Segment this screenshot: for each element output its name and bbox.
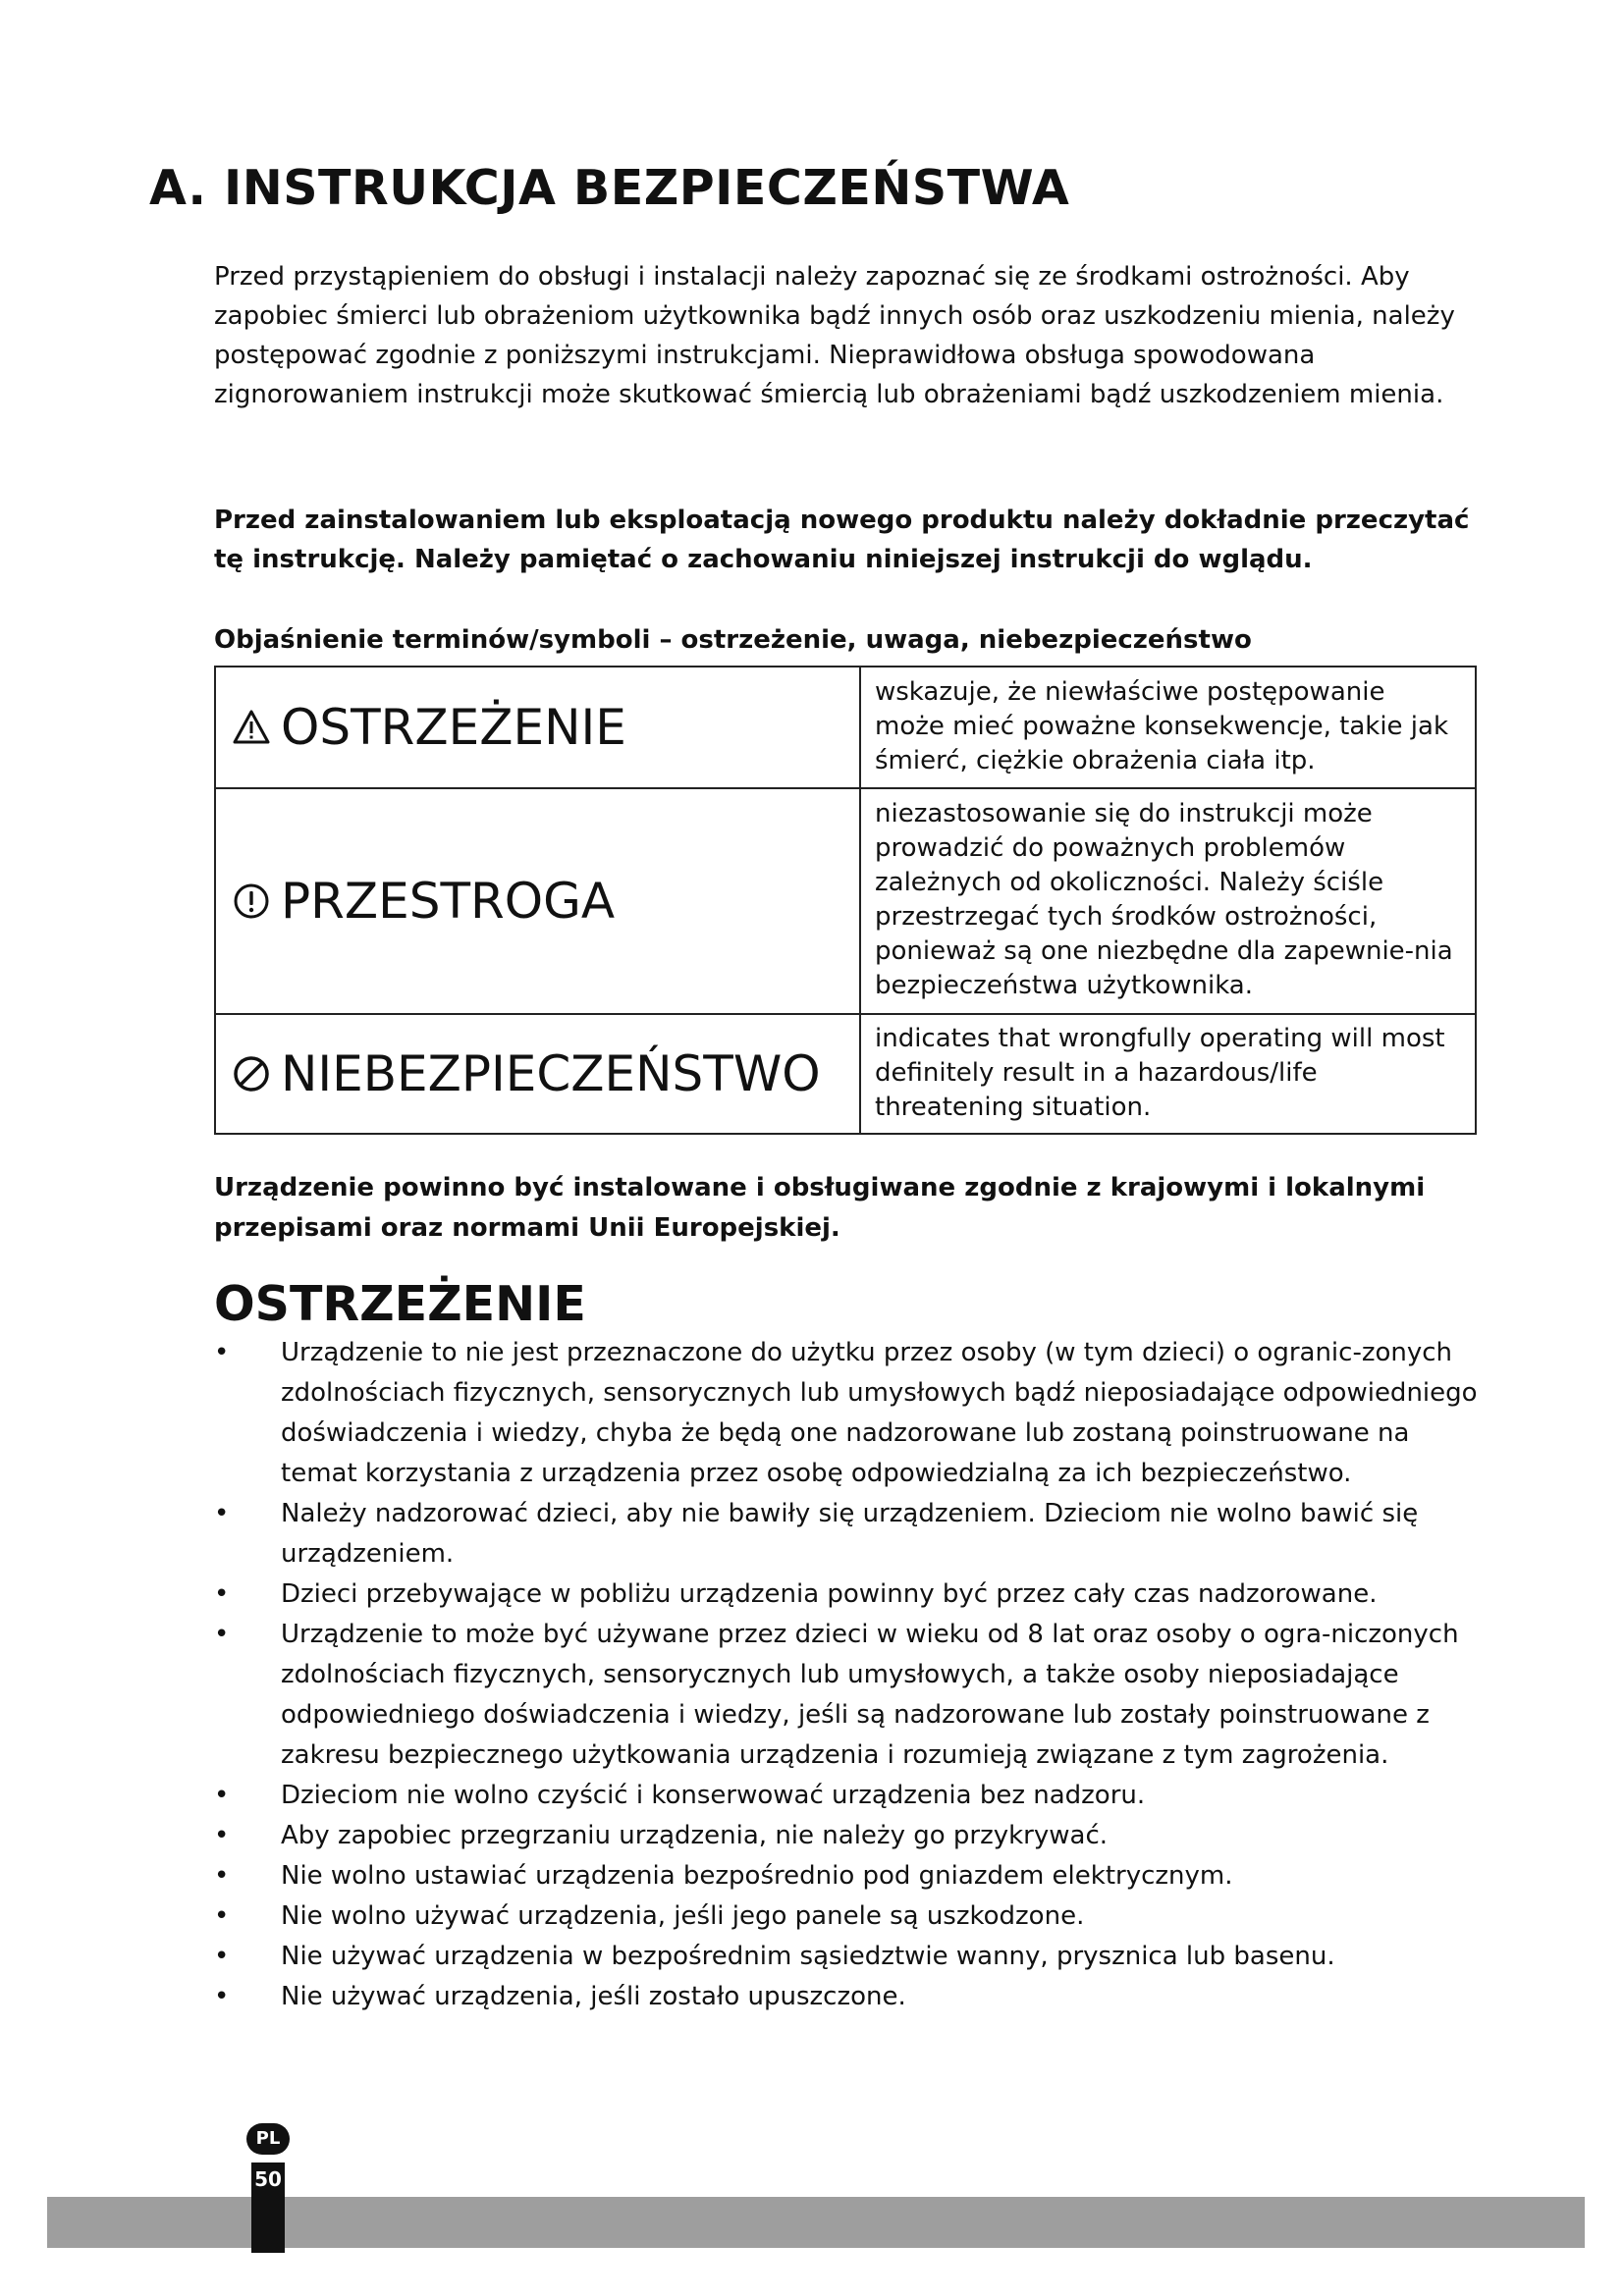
warning-list bbox=[214, 1333, 1490, 2017]
bullet-icon: • bbox=[214, 1942, 230, 1971]
terms-table bbox=[214, 666, 1477, 1135]
list-item bbox=[214, 1333, 1490, 1494]
bullet-icon: • bbox=[214, 1821, 230, 1850]
list-item-text: Nie używać urządzenia, jeśli zostało upuszczone. bbox=[281, 1982, 906, 2011]
term-description: wskazuje, że niewłaściwe postępowanie może mieć poważne konsekwencje, takie jak śmierć, ciężkie obrażenia ciała itp. bbox=[860, 667, 1476, 788]
list-item bbox=[214, 1937, 1490, 1977]
list-item bbox=[214, 1494, 1490, 1575]
read-manual-note: Przed zainstalowaniem lub eksploatacją nowego produktu należy dokładnie przeczytać tę instrukcję. Należy pamiętać o zachowaniu niniejszej instrukcji do wglądu. bbox=[214, 506, 1470, 574]
page-number: 50 bbox=[254, 2167, 282, 2191]
prohibition-icon bbox=[232, 1054, 271, 1094]
list-item-text: Urządzenie to nie jest przeznaczone do użytku przez osoby (w tym dzieci) o ogranic-zonych zdolnościach fizycznych, sensorycznych lub umysłowych bądź nieposiadające odpowiedniego doświadczenia i wiedzy, chyba że będą one nadzorowane lub zostaną poinstruowane na temat korzystania z urządzenia przez osobę odpowiedzialną za ich bezpieczeństwo. bbox=[281, 1338, 1478, 1488]
list-item bbox=[214, 1575, 1490, 1615]
term-label: OSTRZEŻENIE bbox=[281, 699, 626, 756]
term-cell bbox=[215, 788, 860, 1014]
term-label: NIEBEZPIECZEŃSTWO bbox=[281, 1045, 821, 1102]
list-item-text: Aby zapobiec przegrzaniu urządzenia, nie należy go przykrywać. bbox=[281, 1821, 1109, 1850]
warning-heading: OSTRZEŻENIE bbox=[214, 1276, 586, 1332]
intro-paragraph: Przed przystąpieniem do obsługi i instalacji należy zapoznać się ze środkami ostrożności. Aby zapobiec śmierci lub obrażeniom użytkownika bądź innych osób oraz uszkodzeniu mienia, należy postępować zgodnie z poniższymi instrukcjami. Nieprawidłowa obsługa spowodowana zignorowaniem instrukcji może skutkować śmiercią lub obrażeniami bądź uszkodzeniem mienia. bbox=[214, 262, 1455, 409]
terms-row-caution bbox=[215, 788, 1476, 1014]
term-description: indicates that wrongfully operating will most definitely result in a hazardous/life threatening situation. bbox=[860, 1014, 1476, 1134]
list-item-text: Nie wolno używać urządzenia, jeśli jego panele są uszkodzone. bbox=[281, 1901, 1085, 1931]
bullet-icon: • bbox=[214, 1620, 230, 1649]
language-badge: PL bbox=[246, 2123, 290, 2155]
list-item-text: Nie wolno ustawiać urządzenia bezpośrednio pod gniazdem elektrycznym. bbox=[281, 1861, 1233, 1891]
list-item bbox=[214, 1896, 1490, 1937]
page-title: A. INSTRUKCJA BEZPIECZEŃSTWA bbox=[149, 160, 1070, 216]
exclamation-circle-icon bbox=[232, 881, 271, 921]
bullet-icon: • bbox=[214, 1901, 230, 1931]
terms-table-caption: Objaśnienie terminów/symboli – ostrzeżenie, uwaga, niebezpieczeństwo bbox=[214, 625, 1252, 655]
term-cell bbox=[215, 667, 860, 788]
term-label: PRZESTROGA bbox=[281, 873, 616, 930]
term-description: niezastosowanie się do instrukcji może prowadzić do poważnych problemów zależnych od okoliczności. Należy ściśle przestrzegać tych środków ostrożności, ponieważ są one niezbędne dla zapewnie-nia bezpieczeństwa użytkownika. bbox=[860, 788, 1476, 1014]
eu-compliance-note: Urządzenie powinno być instalowane i obsługiwane zgodnie z krajowymi i lokalnymi przepisami oraz normami Unii Europejskiej. bbox=[214, 1173, 1426, 1243]
bullet-icon: • bbox=[214, 1579, 230, 1609]
bullet-icon: • bbox=[214, 1781, 230, 1810]
bullet-icon: • bbox=[214, 1861, 230, 1891]
list-item-text: Urządzenie to może być używane przez dzieci w wieku od 8 lat oraz osoby o ogra-niczonych zdolnościach fizycznych, sensorycznych lub umysłowych, a także osoby nieposiadające odpowiedniego doświadczenia i wiedzy, jeśli są nadzorowane lub zostały poinstruowane z zakresu bezpiecznego użytkowania urządzenia i rozumieją związane z tym zagrożenia. bbox=[281, 1620, 1459, 1770]
list-item-text: Dzieciom nie wolno czyścić i konserwować urządzenia bez nadzoru. bbox=[281, 1781, 1146, 1810]
list-item bbox=[214, 1816, 1490, 1856]
list-item bbox=[214, 1776, 1490, 1816]
bullet-icon: • bbox=[214, 1499, 230, 1528]
list-item-text: Dzieci przebywające w pobliżu urządzenia powinny być przez cały czas nadzorowane. bbox=[281, 1579, 1378, 1609]
list-item bbox=[214, 1856, 1490, 1896]
list-item-text: Należy nadzorować dzieci, aby nie bawiły się urządzeniem. Dzieciom nie wolno bawić się urządzeniem. bbox=[281, 1499, 1419, 1569]
list-item-text: Nie używać urządzenia w bezpośrednim sąsiedztwie wanny, prysznica lub basenu. bbox=[281, 1942, 1335, 1971]
list-item bbox=[214, 1615, 1490, 1776]
bullet-icon: • bbox=[214, 1982, 230, 2011]
terms-row-warning bbox=[215, 667, 1476, 788]
term-cell bbox=[215, 1014, 860, 1134]
bullet-icon: • bbox=[214, 1338, 230, 1367]
terms-row-danger bbox=[215, 1014, 1476, 1134]
list-item bbox=[214, 1977, 1490, 2017]
warning-triangle-icon bbox=[232, 708, 271, 747]
